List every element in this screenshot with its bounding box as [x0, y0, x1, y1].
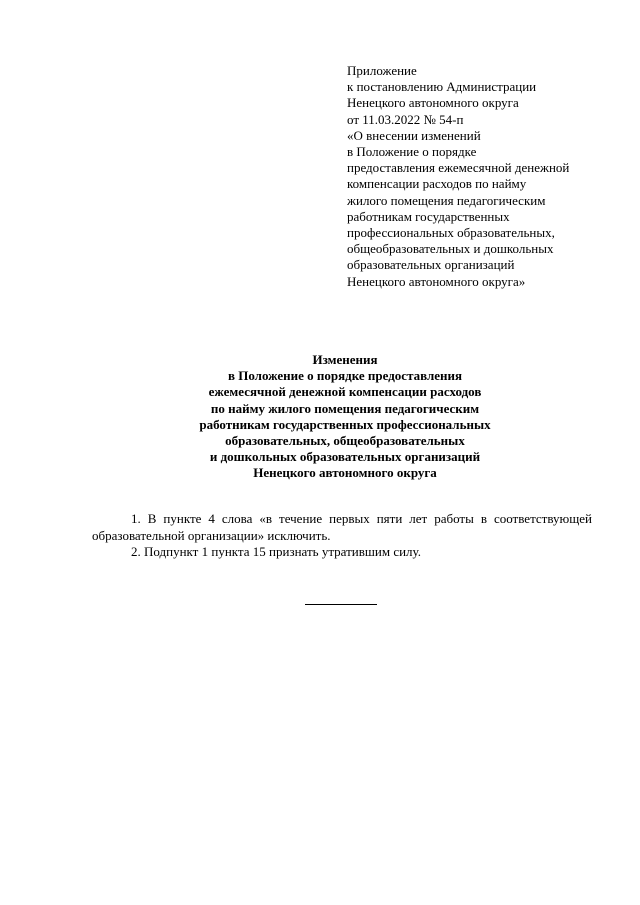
- appendix-line: жилого помещения педагогическим: [347, 192, 546, 208]
- appendix-line: Ненецкого автономного округа»: [347, 273, 526, 289]
- title-line: образовательных, общеобразовательных: [225, 433, 465, 449]
- appendix-line: Ненецкого автономного округа: [347, 95, 519, 111]
- amendment-item-1-line: образовательной организации» исключить.: [92, 527, 331, 543]
- appendix-line: к постановлению Администрации: [347, 79, 537, 95]
- end-separator-line: [305, 604, 377, 605]
- appendix-line: профессиональных образовательных,: [347, 225, 555, 241]
- document-body: [92, 511, 592, 561]
- appendix-line: работникам государственных: [347, 208, 510, 224]
- appendix-line: компенсации расходов по найму: [347, 176, 527, 192]
- appendix-line: «О внесении изменений: [347, 127, 481, 143]
- title-line: Изменения: [312, 352, 378, 367]
- appendix-line: от 11.03.2022 № 54-п: [347, 111, 464, 127]
- amendment-item-2-line: 2. Подпункт 1 пункта 15 признать утратившим силу.: [131, 544, 421, 559]
- appendix-header: [347, 63, 617, 290]
- amendment-item-2: [92, 544, 592, 561]
- title-line: и дошкольных образовательных организаций: [209, 449, 481, 465]
- title-line: по найму жилого помещения педагогическим: [210, 400, 480, 416]
- title-line: в Положение о порядке предоставления: [227, 368, 463, 384]
- appendix-line: общеобразовательных и дошкольных: [347, 241, 554, 257]
- title-line: работникам государственных профессиональных: [199, 416, 491, 432]
- appendix-line: Приложение: [347, 63, 417, 78]
- document-title: [120, 352, 570, 482]
- title-line: Ненецкого автономного округа: [253, 465, 437, 481]
- appendix-line: в Положение о порядке: [347, 144, 477, 160]
- amendment-item-1-line: 1. В пункте 4 слова «в течение первых пяти лет работы в соответствующей: [131, 511, 592, 526]
- appendix-line: образовательных организаций: [347, 257, 515, 273]
- title-line: ежемесячной денежной компенсации расходов: [208, 384, 482, 400]
- appendix-line: предоставления ежемесячной денежной: [347, 160, 570, 176]
- amendment-item-1: [92, 511, 592, 544]
